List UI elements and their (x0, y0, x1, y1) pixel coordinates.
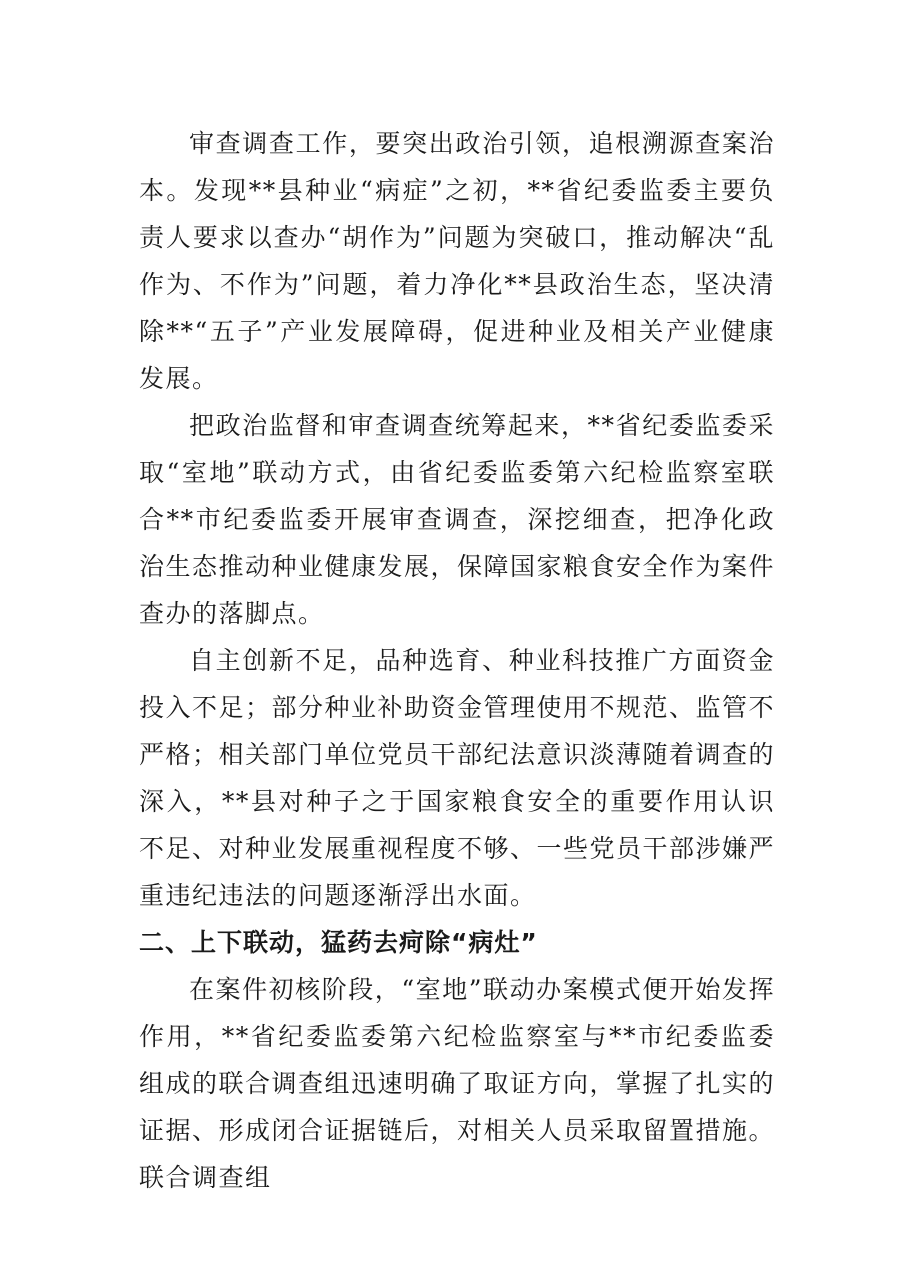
document-body (139, 120, 775, 1201)
paragraph-4: 在案件初核阶段，“室地”联动办案模式便开始发挥作用，**省纪委监委第六纪检监察室与**市纪委监委组成的联合调查组迅速明确了取证方向，掌握了扎实的证据、形成闭合证据链后，对相关人员采取留置措施。联合调查组 (139, 975, 776, 1192)
paragraph-3: 自主创新不足，品种选育、种业科技推广方面资金投入不足；部分种业补助资金管理使用不规范、监管不严格；相关部门单位党员干部纪法意识淡薄随着调查的深入，**县对种子之于国家粮食安全的重要作用认识不足、对种业发展重视程度不够、一些党员干部涉嫌严重违纪违法的问题逐渐浮出水面。 (139, 646, 776, 910)
paragraph-2: 把政治监督和审查调查统筹起来，**省纪委监委采取“室地”联动方式，由省纪委监委第六纪检监察室联合**市纪委监委开展审查调查，深挖细查，把净化政治生态推动种业健康发展，保障国家粮食安全作为案件查办的落脚点。 (139, 411, 776, 628)
section-heading: 二、上下联动，猛药去疴除“病灶” (139, 928, 538, 957)
paragraph-1: 审查调查工作，要突出政治引领，追根溯源查案治本。发现**县种业“病症”之初，**省纪委监委主要负责人要求以查办“胡作为”问题为突破口，推动解决“乱作为、不作为”问题，着力净化**县政治生态，坚决清除**“五子”产业发展障碍，促进种业及相关产业健康发展。 (139, 129, 775, 393)
